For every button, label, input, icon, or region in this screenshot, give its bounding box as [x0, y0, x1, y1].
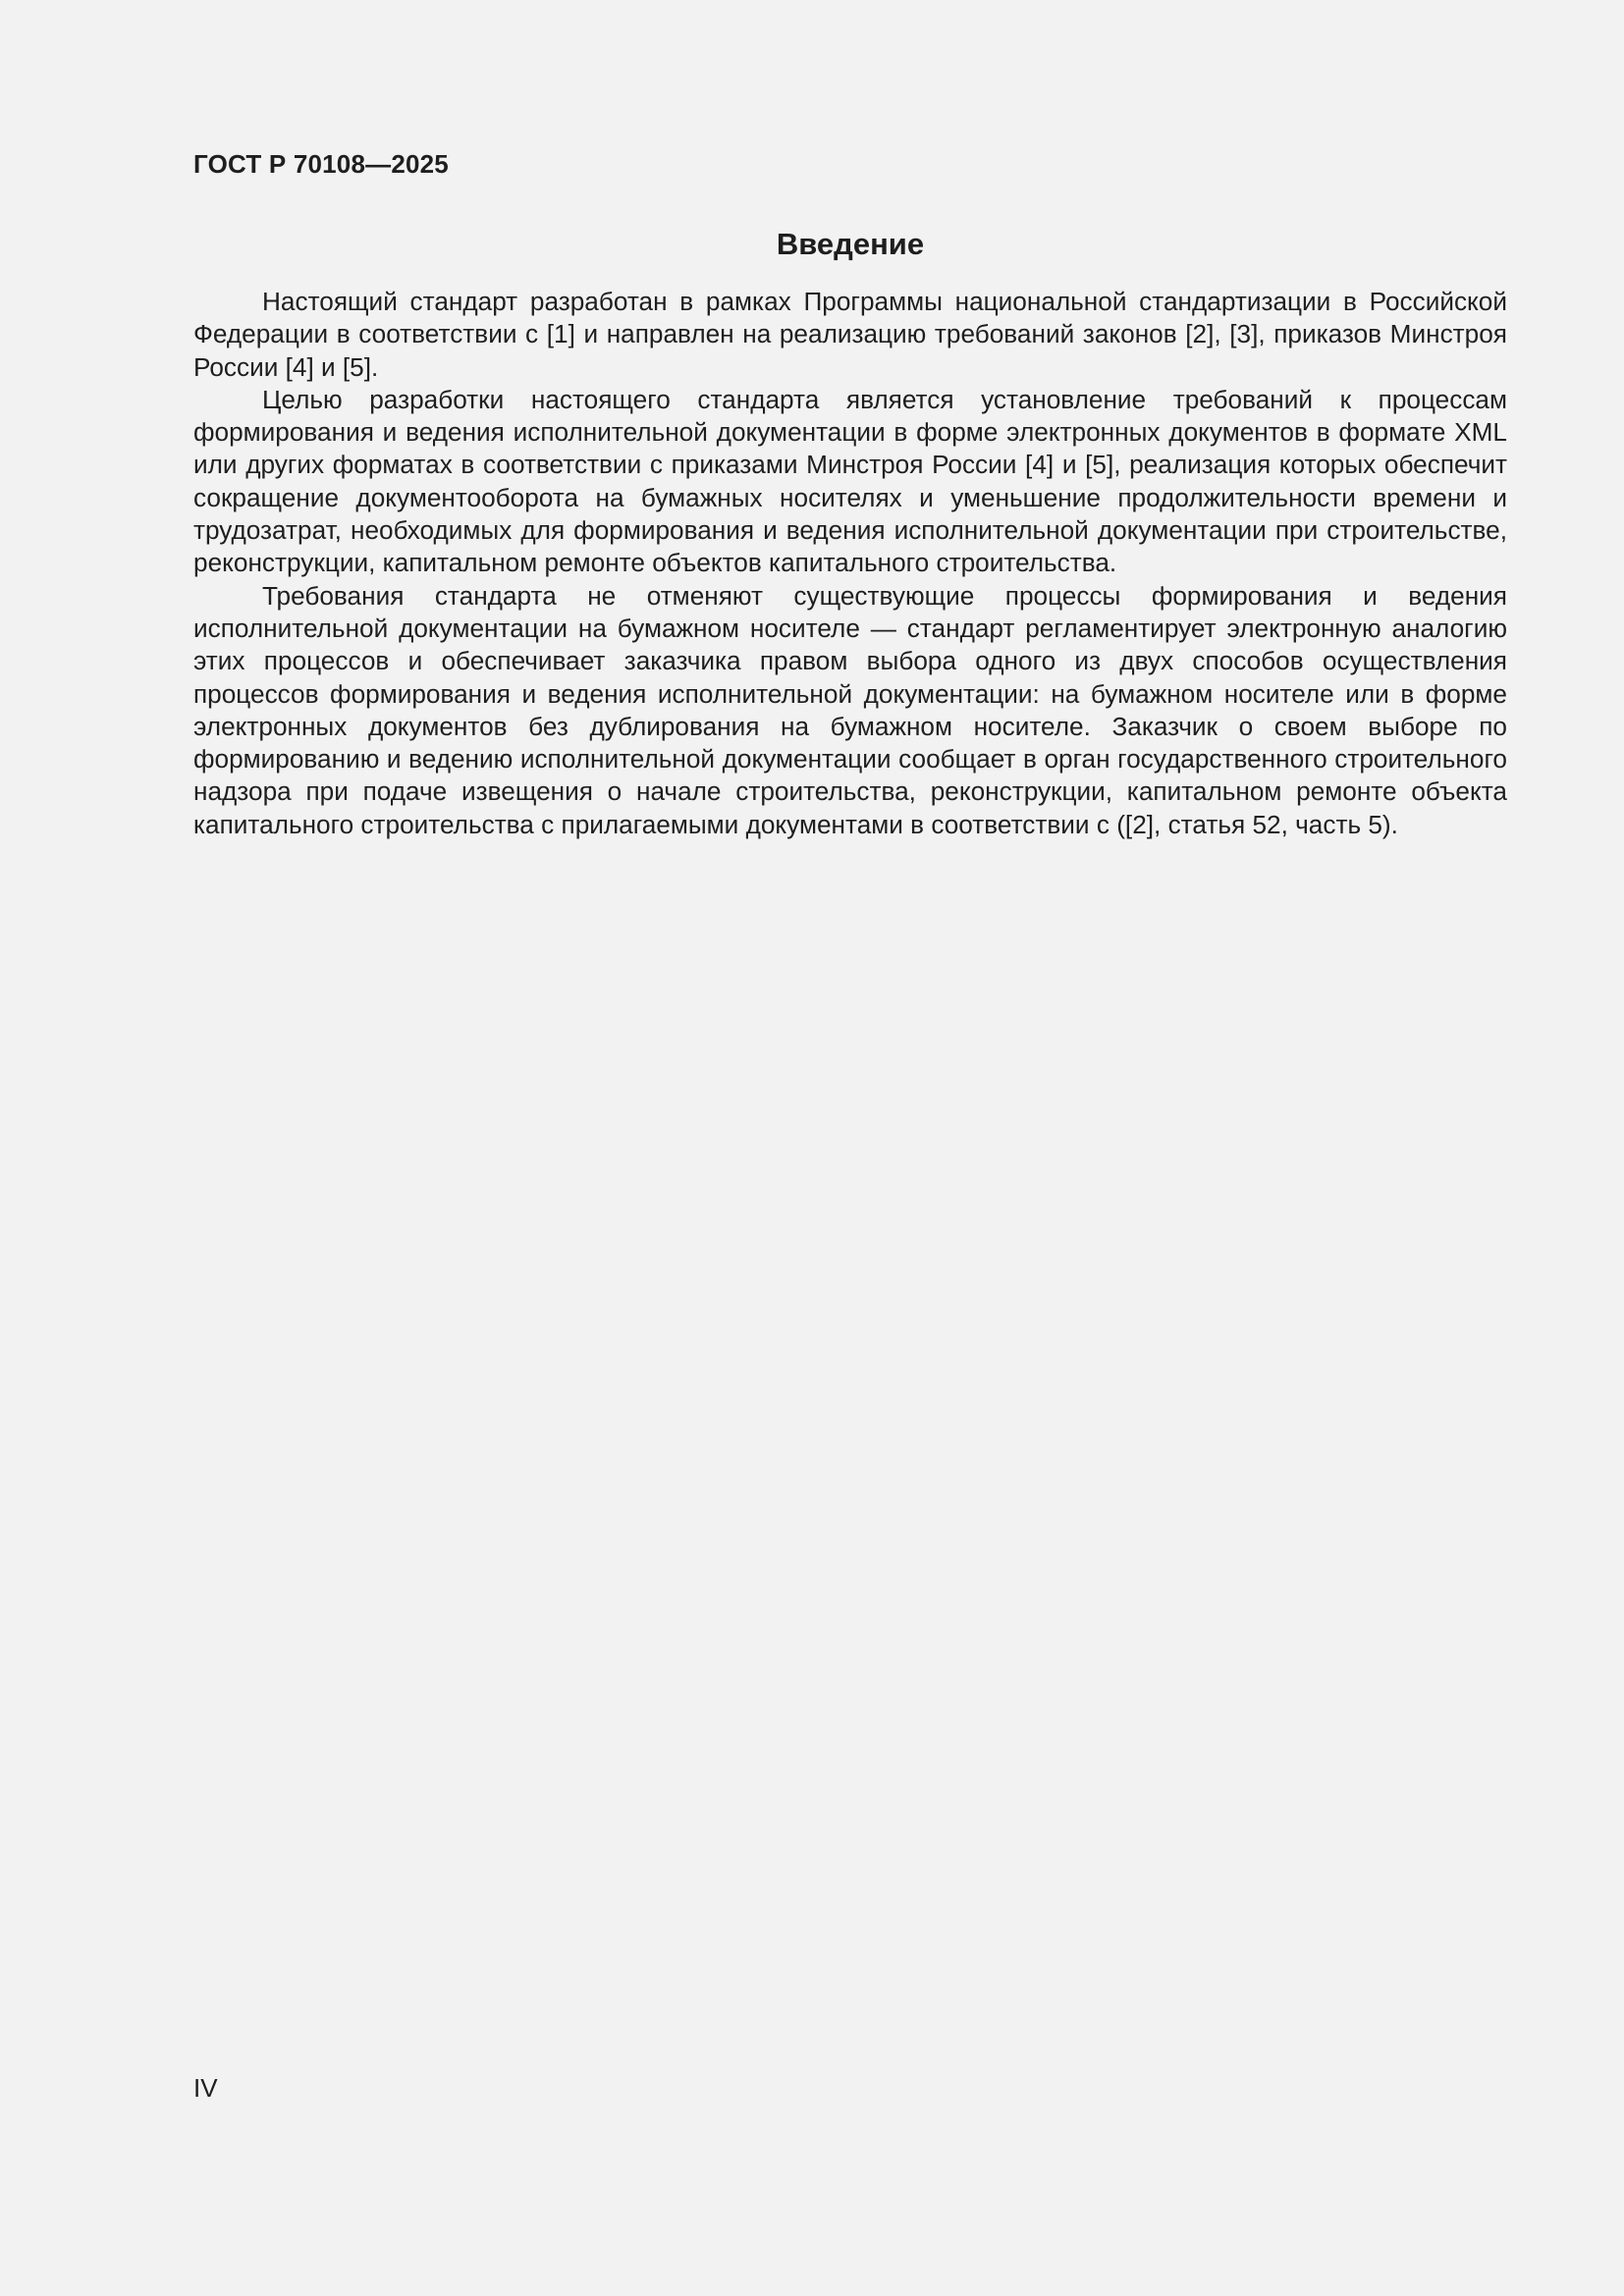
body-text: [193, 286, 1507, 841]
paragraph-goal: Целью разработки настоящего стандарта является установление требований к процессам формирования и ведения исполнительной документации в форме электронных документов в формате XML или других форматах в соответствии с приказами Минстроя России [4] и [5], реализация которых обеспечит сокращение документооборота на бумажных носителях и уменьшение продолжительности времени и трудозатрат, необходимых для формирования и ведения исполнительной документации при строительстве, реконструкции, капитальном ремонте объектов капитального строительства.: [193, 384, 1507, 578]
page-number: IV: [193, 2073, 218, 2103]
section-title: Введение: [776, 227, 925, 261]
document-header: ГОСТ Р 70108—2025: [193, 149, 449, 179]
paragraph-requirements: Требования стандарта не отменяют существующие процессы формирования и ведения исполнительной документации на бумажном носителе — стандарт регламентирует электронную аналогию этих процессов и обеспечивает заказчика правом выбора одного из двух способов осуществления процессов формирования и ведения исполнительной документации: на бумажном носителе или в форме электронных документов без дублирования на бумажном носителе. Заказчик о своем выборе по формированию и ведению исполнительной документации сообщает в орган государственного строительного надзора при подаче извещения о начале строительства, реконструкции, капитальном ремонте объекта капитального строительства с прилагаемыми документами в соответствии с ([2], статья 52, часть 5).: [193, 580, 1507, 839]
paragraph-purpose: Настоящий стандарт разработан в рамках Программы национальной стандартизации в Российской Федерации в соответствии с [1] и направлен на реализацию требований законов [2], [3], приказов Минстроя России [4] и [5].: [193, 287, 1507, 382]
